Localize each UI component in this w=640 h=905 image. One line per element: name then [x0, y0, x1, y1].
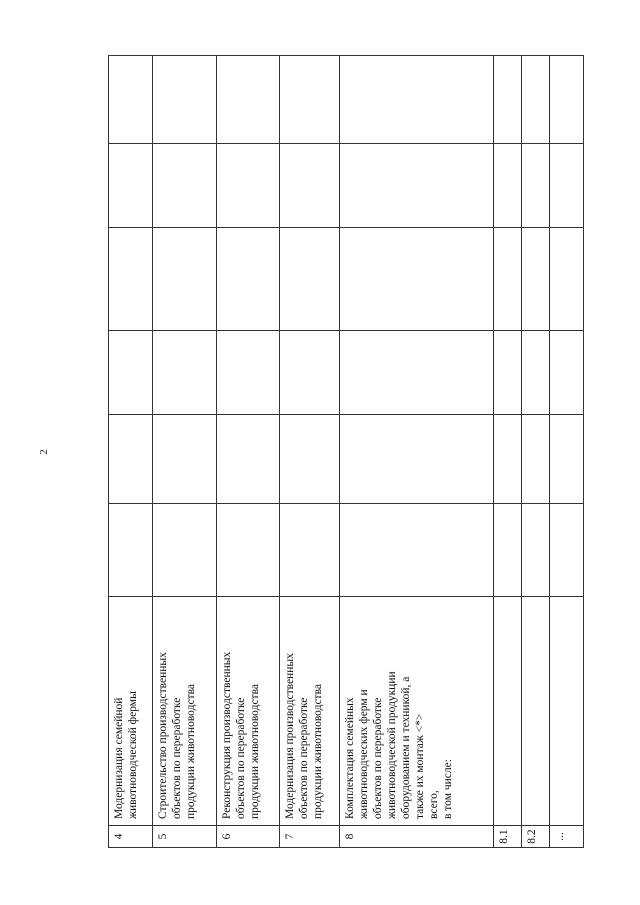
- empty-cell: [153, 228, 217, 331]
- empty-cell: [522, 144, 550, 228]
- empty-cell: [340, 504, 494, 597]
- empty-cell: [153, 56, 217, 144]
- row-number: 7: [280, 826, 340, 848]
- empty-cell: [153, 415, 217, 504]
- empty-cell: [340, 331, 494, 415]
- empty-cell: [340, 415, 494, 504]
- empty-cell: [153, 144, 217, 228]
- empty-cell: [550, 331, 584, 415]
- empty-cell: [522, 228, 550, 331]
- empty-cell: [217, 56, 280, 144]
- row-name: Модернизация семейной животноводческой фермы: [109, 597, 153, 826]
- empty-cell: [217, 144, 280, 228]
- table-row: [550, 56, 584, 848]
- empty-cell: [494, 144, 522, 228]
- empty-cell: [522, 56, 550, 144]
- empty-cell: [494, 415, 522, 504]
- empty-cell: [280, 331, 340, 415]
- empty-cell: [217, 504, 280, 597]
- empty-cell: [109, 415, 153, 504]
- row-name: Модернизация производственных объектов по переработке продукции животноводства: [280, 597, 340, 826]
- row-number: 4: [109, 826, 153, 848]
- empty-cell: [522, 415, 550, 504]
- empty-cell: [522, 331, 550, 415]
- empty-cell: [153, 331, 217, 415]
- empty-cell: [340, 144, 494, 228]
- row-number: 5: [153, 826, 217, 848]
- page-number: 2: [38, 449, 50, 455]
- row-number: ...: [550, 826, 584, 848]
- empty-cell: [217, 415, 280, 504]
- table-row: [217, 56, 280, 848]
- row-name: [522, 597, 550, 826]
- empty-cell: [550, 228, 584, 331]
- empty-cell: [340, 56, 494, 144]
- empty-cell: [340, 228, 494, 331]
- empty-cell: [522, 504, 550, 597]
- empty-cell: [280, 144, 340, 228]
- budget-table: [108, 55, 584, 848]
- table-row: [109, 56, 153, 848]
- empty-cell: [550, 415, 584, 504]
- table-row: [280, 56, 340, 848]
- table-row: [153, 56, 217, 848]
- row-number: 8.2: [522, 826, 550, 848]
- empty-cell: [550, 144, 584, 228]
- table-row: [340, 56, 494, 848]
- table-row: [494, 56, 522, 848]
- empty-cell: [109, 228, 153, 331]
- row-number: 8.1: [494, 826, 522, 848]
- row-name: Строительство производственных объектов по переработке продукции животноводства: [153, 597, 217, 826]
- empty-cell: [217, 228, 280, 331]
- empty-cell: [280, 415, 340, 504]
- empty-cell: [217, 331, 280, 415]
- rotated-table-container: [108, 56, 583, 848]
- empty-cell: [280, 504, 340, 597]
- empty-cell: [550, 56, 584, 144]
- row-name: [494, 597, 522, 826]
- empty-cell: [280, 56, 340, 144]
- row-number: 6: [217, 826, 280, 848]
- empty-cell: [109, 144, 153, 228]
- row-number: 8: [340, 826, 494, 848]
- empty-cell: [153, 504, 217, 597]
- row-name: Реконструкция производственных объектов по переработке продукции животноводства: [217, 597, 280, 826]
- row-name: Комплектация семейных животноводческих ферм и объектов по переработке животноводческой продукции оборудованием и техникой, а также их монтаж <*> всего, в том числе:: [340, 597, 494, 826]
- empty-cell: [109, 331, 153, 415]
- empty-cell: [494, 56, 522, 144]
- empty-cell: [494, 504, 522, 597]
- empty-cell: [494, 331, 522, 415]
- table-row: [522, 56, 550, 848]
- empty-cell: [109, 504, 153, 597]
- empty-cell: [280, 228, 340, 331]
- empty-cell: [550, 504, 584, 597]
- empty-cell: [109, 56, 153, 144]
- row-name: [550, 597, 584, 826]
- empty-cell: [494, 228, 522, 331]
